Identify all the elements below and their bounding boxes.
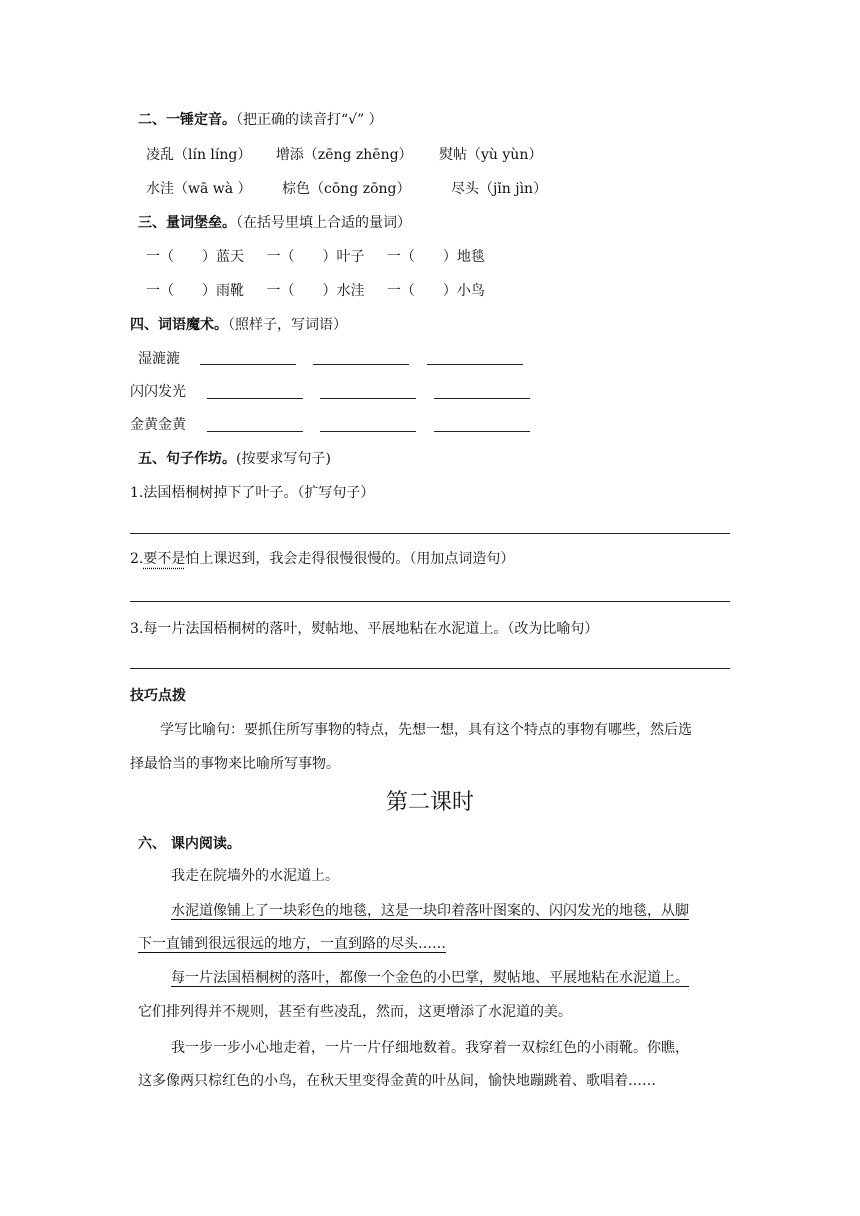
section2-title xyxy=(138,110,383,130)
tips-heading: 技巧点拨 xyxy=(130,688,186,704)
sentence-question-3: 3.每一片法国梧桐树的落叶，熨帖地、平展地粘在水泥道上。（改为比喻句） xyxy=(130,621,599,637)
sentence-question-1: 1.法国梧桐树掉下了叶子。（扩写句子） xyxy=(130,485,375,501)
reading-paragraph-2-line: 下一直铺到很远很远的地方，一直到路的尽头…… xyxy=(138,936,446,952)
section4-note: （照样子，写词语） xyxy=(228,317,347,333)
sentence-question-2 xyxy=(130,549,514,569)
pinyin-row-1 xyxy=(146,145,542,165)
measure-item[interactable]: 一（ ）小鸟 xyxy=(386,283,485,299)
reading-paragraph-4-line: 我一步一步小心地走着，一片一片仔细地数着。我穿着一双棕红色的小雨靴。你瞧， xyxy=(171,1040,689,1056)
answer-blank[interactable] xyxy=(427,350,523,365)
section6-heading: 六、 课内阅读。 xyxy=(138,836,241,852)
answer-blank[interactable] xyxy=(200,350,296,365)
measure-item[interactable]: 一（ ）地毯 xyxy=(386,249,485,265)
measure-item[interactable]: 一（ ）蓝天 xyxy=(146,249,244,265)
section2-note: （把正确的读音打“√” ） xyxy=(236,112,383,128)
question-number: 2. xyxy=(130,551,144,567)
tips-body-line: 择最恰当的事物来比喻所写事物。 xyxy=(130,756,340,772)
answer-line[interactable] xyxy=(130,533,730,534)
measure-item[interactable]: 一（ ）雨靴 xyxy=(146,283,244,299)
measure-item[interactable]: 一（ ）水洼 xyxy=(266,283,365,299)
answer-blank[interactable] xyxy=(434,384,530,399)
lesson-title: 第二课时 xyxy=(385,790,474,815)
answer-line[interactable] xyxy=(130,601,730,602)
word-example-3: 金黄金黄 xyxy=(130,417,186,433)
tips-body-line: 学写比喻句：要抓住所写事物的特点，先想一想，具有这个特点的事物有哪些，然后选 xyxy=(160,722,692,738)
pinyin-item: 熨帖（yù yùn） xyxy=(439,147,543,163)
answer-blank[interactable] xyxy=(207,384,303,399)
measure-item[interactable]: 一（ ）叶子 xyxy=(266,249,365,265)
section5-heading: 五、句子作坊。 xyxy=(138,451,236,467)
answer-blank[interactable] xyxy=(313,350,409,365)
section4-title xyxy=(130,315,347,335)
measure-row-2 xyxy=(146,281,485,301)
reading-paragraph-2-line: 水泥道像铺上了一块彩色的地毯，这是一块印着落叶图案的、闪闪发光的地毯，从脚 xyxy=(171,903,689,919)
section5-title xyxy=(138,449,331,469)
section2-heading: 二、一锤定音。 xyxy=(138,112,236,128)
section3-title xyxy=(138,213,411,233)
pinyin-item: 凌乱（lín líng） xyxy=(146,147,252,163)
answer-blank[interactable] xyxy=(434,417,530,432)
reading-paragraph-3-line: 它们排列得并不规则，甚至有些凌乱，然而，这更增添了水泥道的美。 xyxy=(138,1004,572,1020)
measure-row-1 xyxy=(146,247,485,267)
word-example-2: 闪闪发光 xyxy=(130,384,186,400)
pinyin-item: 尽头（jǐn jìn） xyxy=(450,181,548,197)
pinyin-item: 棕色（cōng zōng） xyxy=(282,181,411,197)
emphasized-word: 要不是 xyxy=(143,551,186,567)
pinyin-row-2 xyxy=(146,179,547,199)
answer-blank[interactable] xyxy=(320,384,416,399)
word-example-1: 湿漉漉 xyxy=(138,351,180,367)
section5-note: (按要求写句子) xyxy=(236,451,331,467)
section4-heading: 四、词语魔术。 xyxy=(130,317,228,333)
question-text: 怕上课迟到，我会走得很慢很慢的。（用加点词造句） xyxy=(185,551,515,567)
pinyin-item: 水洼（wā wà ） xyxy=(146,181,252,197)
reading-paragraph-3-line: 每一片法国梧桐树的落叶，都像一个金色的小巴掌，熨帖地、平展地粘在水泥道上。 xyxy=(171,970,689,986)
answer-line[interactable] xyxy=(130,668,730,669)
section3-note: （在括号里填上合适的量词） xyxy=(236,215,411,231)
section3-heading: 三、量词堡垒。 xyxy=(138,215,236,231)
reading-paragraph-1: 我走在院墙外的水泥道上。 xyxy=(171,868,339,884)
answer-blank[interactable] xyxy=(320,417,416,432)
reading-paragraph-4-line: 这多像两只棕红色的小鸟，在秋天里变得金黄的叶丛间，愉快地蹦跳着、歌唱着…… xyxy=(138,1073,656,1089)
answer-blank[interactable] xyxy=(207,417,303,432)
pinyin-item: 增添（zēng zhēng） xyxy=(275,147,413,163)
